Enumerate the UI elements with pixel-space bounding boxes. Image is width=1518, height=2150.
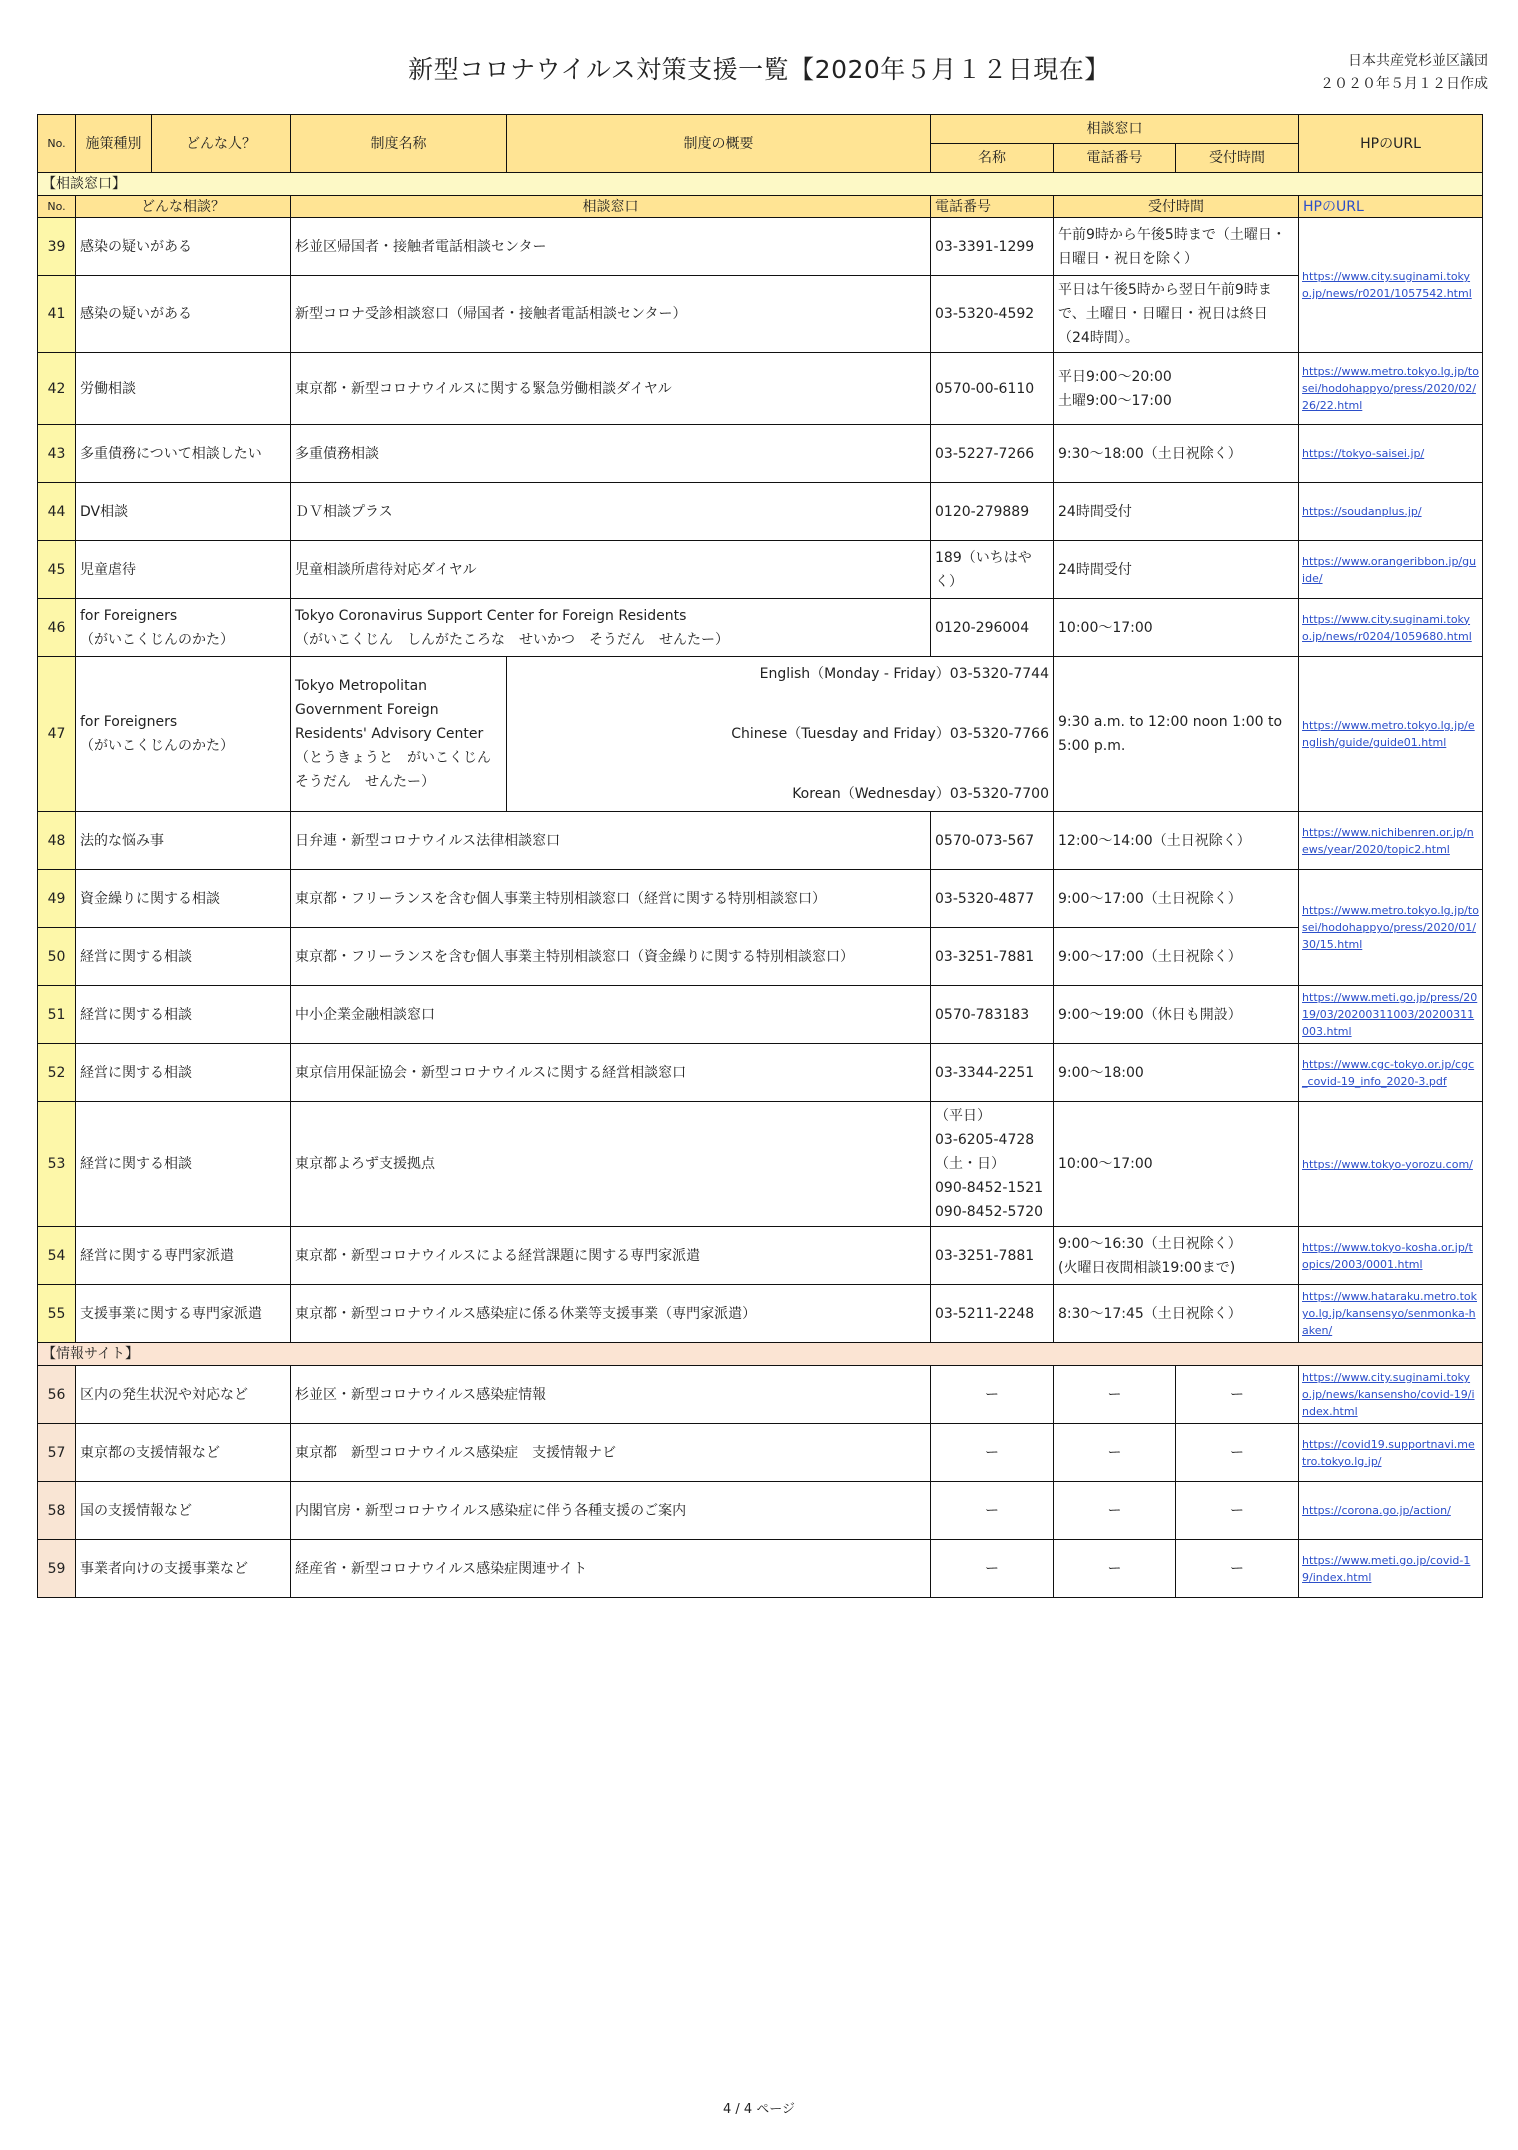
row-hours: 9:00～19:00（休日も開設） — [1054, 986, 1299, 1044]
row-who: DV相談 — [76, 483, 291, 541]
phone-weekend-1: 090-8452-1521 — [935, 1180, 1044, 1196]
row-number: 55 — [38, 1285, 76, 1343]
row-who: 多重債務について相談したい — [76, 425, 291, 483]
table-row — [38, 599, 1483, 657]
row-who: 経営に関する相談 — [76, 1102, 291, 1227]
sub-header-who: どんな相談？ — [76, 196, 291, 218]
row-phone: 03-3391-1299 — [931, 218, 1054, 276]
row-who — [76, 599, 291, 657]
header-contact-phone: 電話番号 — [1054, 144, 1176, 173]
row-window: 東京信用保証協会・新型コロナウイルスに関する経営相談窓口 — [291, 1044, 931, 1102]
phone-weekend-label: （土・日） — [935, 1156, 1005, 1172]
header-contact: 相談窓口 — [931, 115, 1299, 144]
hours-saturday: 土曜9:00～17:00 — [1058, 392, 1172, 409]
row-window: 多重債務相談 — [291, 425, 931, 483]
row-url-cell — [1299, 1044, 1483, 1102]
row-url-cell — [1299, 1227, 1483, 1285]
row-phone: 03-3344-2251 — [931, 1044, 1054, 1102]
organization-name: 日本共産党杉並区議団 — [1348, 53, 1488, 69]
row-url-cell — [1299, 1366, 1483, 1424]
row-hours-dash: ー — [1054, 1482, 1176, 1540]
hp-link[interactable]: https://www.metro.tokyo.lg.jp/tosei/hodohappyo/press/2020/01/30/15.html — [1302, 904, 1479, 951]
hp-link[interactable]: https://www.metro.tokyo.lg.jp/tosei/hodohappyo/press/2020/02/26/22.html — [1302, 365, 1479, 412]
row-url-cell — [1299, 657, 1483, 812]
row-language-lines — [507, 657, 1054, 812]
sub-header-window: 相談窓口 — [291, 196, 931, 218]
row-number: 59 — [38, 1540, 76, 1598]
row-hours: 9:30～18:00（土日祝除く） — [1054, 425, 1299, 483]
header-url: HPのURL — [1299, 115, 1483, 173]
row-phone: 03-5320-4592 — [931, 276, 1054, 353]
row-number: 50 — [38, 928, 76, 986]
header-no: No. — [38, 115, 76, 173]
phone-weekday-label: （平日） — [935, 1108, 991, 1124]
row-hours: 9:00～17:00（土日祝除く） — [1054, 870, 1299, 928]
row-url-cell — [1299, 483, 1483, 541]
row-phone: 0570-073-567 — [931, 812, 1054, 870]
row-phone: 03-3251-7881 — [931, 928, 1054, 986]
row-who: 資金繰りに関する相談 — [76, 870, 291, 928]
row-number: 44 — [38, 483, 76, 541]
row-who: 経営に関する相談 — [76, 1044, 291, 1102]
table-row — [38, 218, 1483, 276]
row-hours: 10:00～17:00 — [1054, 1102, 1299, 1227]
page-title: 新型コロナウイルス対策支援一覧【2020年５月１２日現在】 — [408, 55, 1110, 84]
row-number: 58 — [38, 1482, 76, 1540]
sub-header-url: HPのURL — [1299, 196, 1483, 218]
table-row — [38, 928, 1483, 986]
row-hours: 午前9時から午後5時まで（土曜日・日曜日・祝日を除く） — [1054, 218, 1299, 276]
row-url-cell — [1299, 425, 1483, 483]
table-row — [38, 1227, 1483, 1285]
row-window: 東京都・新型コロナウイルスによる経営課題に関する専門家派遣 — [291, 1227, 931, 1285]
row-url-cell — [1299, 870, 1483, 986]
row-who: 経営に関する相談 — [76, 928, 291, 986]
row-who: 経営に関する相談 — [76, 986, 291, 1044]
table-row — [38, 1102, 1483, 1227]
phone-weekday: 03-6205-4728 — [935, 1132, 1035, 1148]
hp-link[interactable]: https://www.nichibenren.or.jp/news/year/2020/topic2.html — [1302, 825, 1474, 856]
row-url-cell — [1299, 986, 1483, 1044]
row-phone: 03-5211-2248 — [931, 1285, 1054, 1343]
row-window: 新型コロナ受診相談窓口（帰国者・接触者電話相談センター） — [291, 276, 931, 353]
table-row — [38, 276, 1483, 353]
row-who: 労働相談 — [76, 353, 291, 425]
hp-link[interactable]: https://www.cgc-tokyo.or.jp/cgc_covid-19_info_2020-3.pdf — [1302, 1057, 1475, 1088]
header-contact-hours: 受付時間 — [1176, 144, 1299, 173]
table-row — [38, 1285, 1483, 1343]
who-ja: （がいこくじんのかた） — [80, 738, 234, 754]
row-hours-dash: ー — [1054, 1366, 1176, 1424]
row-who: 区内の発生状況や対応など — [76, 1366, 291, 1424]
header-overview: 制度の概要 — [507, 115, 931, 173]
row-window: 東京都・フリーランスを含む個人事業主特別相談窓口（経営に関する特別相談窓口） — [291, 870, 931, 928]
row-url-cell — [1299, 812, 1483, 870]
hp-link[interactable]: https://www.tokyo-yorozu.com/ — [1302, 1157, 1473, 1171]
row-phone-dash: ー — [931, 1424, 1054, 1482]
table-row — [38, 1540, 1483, 1598]
hp-link[interactable]: https://www.city.suginami.tokyo.jp/news/r0204/1059680.html — [1302, 612, 1472, 643]
row-window: 東京都・新型コロナウイルスに関する緊急労働相談ダイヤル — [291, 353, 931, 425]
row-hours-dash: ー — [1054, 1540, 1176, 1598]
row-window: ＤＶ相談プラス — [291, 483, 931, 541]
table-row — [38, 812, 1483, 870]
row-url-cell — [1299, 1102, 1483, 1227]
row-number: 43 — [38, 425, 76, 483]
row-name: 経産省・新型コロナウイルス感染症関連サイト — [291, 1540, 931, 1598]
row-hours: 9:00～17:00（土日祝除く） — [1054, 928, 1299, 986]
hp-link[interactable]: https://www.city.suginami.tokyo.jp/news/kansensho/covid-19/index.html — [1302, 1371, 1475, 1418]
row-url-cell — [1299, 1285, 1483, 1343]
row-extra-dash: ー — [1176, 1366, 1299, 1424]
row-phone: 0120-279889 — [931, 483, 1054, 541]
row-name: 東京都 新型コロナウイルス感染症 支援情報ナビ — [291, 1424, 931, 1482]
row-hours: 24時間受付 — [1054, 483, 1299, 541]
row-number: 48 — [38, 812, 76, 870]
row-url-cell — [1299, 599, 1483, 657]
row-phone: 0570-00-6110 — [931, 353, 1054, 425]
hp-link[interactable]: https://www.meti.go.jp/press/2019/03/20200311003/20200311003.html — [1302, 991, 1478, 1038]
row-window: 東京都・新型コロナウイルス感染症に係る休業等支援事業（専門家派遣） — [291, 1285, 931, 1343]
row-window: 中小企業金融相談窓口 — [291, 986, 931, 1044]
row-url-cell — [1299, 541, 1483, 599]
header-who: どんな人？ — [152, 115, 291, 173]
row-url-cell — [1299, 1424, 1483, 1482]
hours-tuesday-night: (火曜日夜間相談19:00まで) — [1058, 1259, 1236, 1276]
hours-weekday: 平日9:00～20:00 — [1058, 368, 1172, 385]
row-hours-dash: ー — [1054, 1424, 1176, 1482]
row-window: 東京都よろず支援拠点 — [291, 1102, 931, 1227]
table-row — [38, 541, 1483, 599]
row-number: 57 — [38, 1424, 76, 1482]
row-hours — [1054, 1227, 1299, 1285]
hp-link[interactable]: https://www.tokyo-kosha.or.jp/topics/2003/0001.html — [1302, 1240, 1473, 1271]
header-system-name: 制度名称 — [291, 115, 507, 173]
support-table — [37, 114, 1483, 1598]
sub-header-hours: 受付時間 — [1054, 196, 1299, 218]
window-ja: （がいこくじん しんがたころな せいかつ そうだん せんたー） — [295, 631, 729, 648]
row-who: 感染の疑いがある — [76, 276, 291, 353]
row-number: 47 — [38, 657, 76, 812]
row-name: 杉並区・新型コロナウイルス感染症情報 — [291, 1366, 931, 1424]
table-row — [38, 1424, 1483, 1482]
row-number: 42 — [38, 353, 76, 425]
row-extra-dash: ー — [1176, 1424, 1299, 1482]
row-extra-dash: ー — [1176, 1482, 1299, 1540]
row-phone-dash: ー — [931, 1482, 1054, 1540]
lang-english: English（Monday - Friday）03-5320-7744 — [759, 666, 1049, 682]
row-who: 児童虐待 — [76, 541, 291, 599]
row-hours — [1054, 353, 1299, 425]
sub-header-no: No. — [38, 196, 76, 218]
row-number: 52 — [38, 1044, 76, 1102]
hours-main: 9:00～16:30（土日祝除く） — [1058, 1235, 1242, 1252]
table-row — [38, 870, 1483, 928]
row-window: 杉並区帰国者・接触者電話相談センター — [291, 218, 931, 276]
window-en: Tokyo Coronavirus Support Center for Foreign Residents — [295, 607, 687, 624]
row-number: 46 — [38, 599, 76, 657]
header-category: 施策種別 — [76, 115, 152, 173]
row-url-cell — [1299, 218, 1483, 353]
row-hours: 9:30 a.m. to 12:00 noon 1:00 to 5:00 p.m. — [1054, 657, 1299, 812]
row-hours: 10:00～17:00 — [1054, 599, 1299, 657]
hp-link[interactable]: https://www.hataraku.metro.tokyo.lg.jp/kansensyo/senmonka-haken/ — [1302, 1290, 1477, 1337]
table-row — [38, 1044, 1483, 1102]
hp-link[interactable]: https://covid19.supportnavi.metro.tokyo.lg.jp/ — [1302, 1437, 1475, 1468]
row-hours: 平日は午後5時から翌日午前9時まで、土曜日・日曜日・祝日は終日（24時間）。 — [1054, 276, 1299, 353]
hp-link[interactable]: https://tokyo-saisei.jp/ — [1302, 447, 1425, 460]
lang-chinese: Chinese（Tuesday and Friday）03-5320-7766 — [731, 726, 1049, 742]
hp-link[interactable]: https://www.orangeribbon.jp/guide/ — [1302, 554, 1477, 585]
hp-link[interactable]: https://www.city.suginami.tokyo.jp/news/r0201/1057542.html — [1302, 270, 1472, 300]
row-number: 41 — [38, 276, 76, 353]
row-window: 東京都・フリーランスを含む個人事業主特別相談窓口（資金繰りに関する特別相談窓口） — [291, 928, 931, 986]
row-number: 45 — [38, 541, 76, 599]
row-phone — [931, 1102, 1054, 1227]
who-ja: （がいこくじんのかた） — [80, 631, 234, 648]
row-number: 39 — [38, 218, 76, 276]
row-number: 53 — [38, 1102, 76, 1227]
sub-header-phone: 電話番号 — [931, 196, 1054, 218]
row-name: 内閣官房・新型コロナウイルス感染症に伴う各種支援のご案内 — [291, 1482, 931, 1540]
row-window: 児童相談所虐待対応ダイヤル — [291, 541, 931, 599]
organization-info — [1320, 50, 1488, 96]
table-row — [38, 483, 1483, 541]
row-phone: 03-3251-7881 — [931, 1227, 1054, 1285]
section-consultation: 【相談窓口】 — [38, 173, 1483, 196]
row-who: 感染の疑いがある — [76, 218, 291, 276]
row-window: Tokyo Metropolitan Government Foreign Residents' Advisory Center（とうきょうと がいこくじん そうだん せんたー） — [291, 657, 507, 812]
row-number: 54 — [38, 1227, 76, 1285]
row-number: 51 — [38, 986, 76, 1044]
section-info-sites: 【情報サイト】 — [38, 1343, 1483, 1366]
row-url-cell — [1299, 1482, 1483, 1540]
row-extra-dash: ー — [1176, 1540, 1299, 1598]
table-row — [38, 425, 1483, 483]
who-en: for Foreigners — [80, 714, 178, 730]
table-row — [38, 657, 1483, 812]
table-row — [38, 1366, 1483, 1424]
row-who: 事業者向けの支援事業など — [76, 1540, 291, 1598]
row-phone: 03-5227-7266 — [931, 425, 1054, 483]
row-phone-dash: ー — [931, 1366, 1054, 1424]
row-hours: 8:30～17:45（土日祝除く） — [1054, 1285, 1299, 1343]
header-contact-name: 名称 — [931, 144, 1054, 173]
row-who: 国の支援情報など — [76, 1482, 291, 1540]
row-who: 東京都の支援情報など — [76, 1424, 291, 1482]
row-phone-dash: ー — [931, 1540, 1054, 1598]
who-en: for Foreigners — [80, 607, 178, 624]
row-hours: 12:00～14:00（土日祝除く） — [1054, 812, 1299, 870]
row-phone: 0570-783183 — [931, 986, 1054, 1044]
table-row — [38, 986, 1483, 1044]
row-hours: 24時間受付 — [1054, 541, 1299, 599]
creation-date: ２０２０年５月１２日作成 — [1320, 76, 1488, 92]
row-window: 日弁連・新型コロナウイルス法律相談窓口 — [291, 812, 931, 870]
row-number: 49 — [38, 870, 76, 928]
phone-weekend-2: 090-8452-5720 — [935, 1204, 1044, 1220]
row-who — [76, 657, 291, 812]
hp-link[interactable]: https://corona.go.jp/action/ — [1302, 1504, 1451, 1517]
row-url-cell — [1299, 353, 1483, 425]
table-row — [38, 1482, 1483, 1540]
row-phone: 0120-296004 — [931, 599, 1054, 657]
row-hours: 9:00～18:00 — [1054, 1044, 1299, 1102]
table-row — [38, 353, 1483, 425]
row-who: 支援事業に関する専門家派遣 — [76, 1285, 291, 1343]
row-who: 経営に関する専門家派遣 — [76, 1227, 291, 1285]
row-who: 法的な悩み事 — [76, 812, 291, 870]
hp-link[interactable]: https://www.metro.tokyo.lg.jp/english/guide/guide01.html — [1302, 719, 1475, 749]
row-phone: 189（いちはやく） — [931, 541, 1054, 599]
row-window — [291, 599, 931, 657]
hp-link[interactable]: https://www.meti.go.jp/covid-19/index.html — [1302, 1553, 1471, 1584]
hp-link[interactable]: https://soudanplus.jp/ — [1302, 505, 1422, 518]
row-number: 56 — [38, 1366, 76, 1424]
row-phone: 03-5320-4877 — [931, 870, 1054, 928]
row-url-cell — [1299, 1540, 1483, 1598]
lang-korean: Korean（Wednesday）03-5320-7700 — [792, 786, 1049, 802]
page-footer: 4 / 4 ページ — [722, 2102, 796, 2117]
